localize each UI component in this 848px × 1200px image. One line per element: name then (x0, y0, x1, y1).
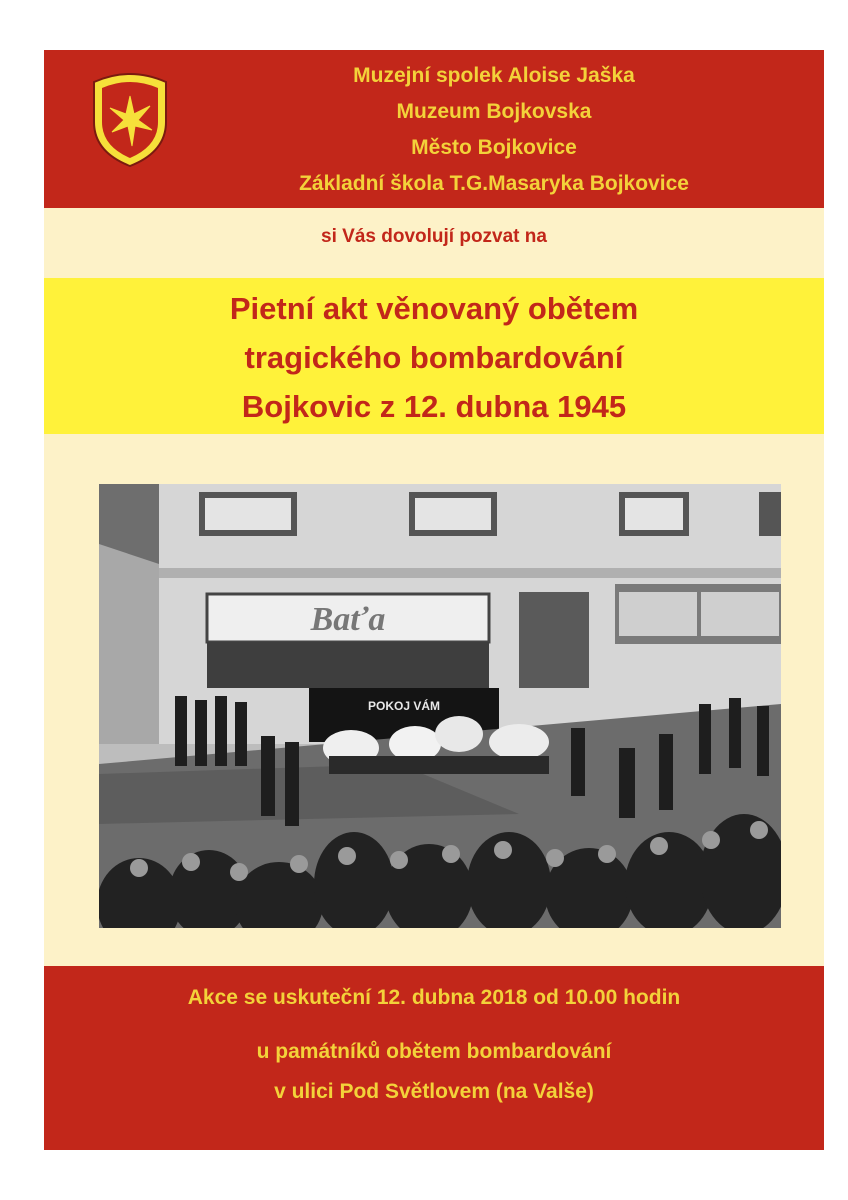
historical-photo (99, 484, 781, 928)
event-location-line-2: v ulici Pod Světlovem (na Valše) (274, 1080, 594, 1103)
headline-band (44, 278, 824, 434)
organizers-list (194, 58, 794, 202)
event-location-line-1: u památníků obětem bombardování (256, 1040, 612, 1063)
header-band (44, 50, 824, 208)
event-details-band (44, 966, 824, 1150)
invitation-poster (44, 50, 824, 1150)
event-headline (44, 284, 824, 431)
organizer-line: Základní škola T.G.Masaryka Bojkovice (299, 172, 689, 195)
headline-line: Bojkovic z 12. dubna 1945 (241, 389, 627, 424)
shop-sign-text: Baťa (310, 601, 386, 638)
organizer-line: Město Bojkovice (411, 136, 577, 159)
organizer-line: Muzeum Bojkovska (396, 100, 592, 123)
headline-line: tragického bombardování (244, 340, 624, 375)
event-date-time: Akce se uskuteční 12. dubna 2018 od 10.00 hodin (187, 986, 681, 1009)
coat-of-arms-icon (88, 68, 172, 168)
photo-illustration (99, 484, 781, 928)
invite-text: si Vás dovolují pozvat na (321, 226, 547, 247)
headline-line: Pietní akt věnovaný obětem (229, 291, 639, 326)
banner-text: POKOJ VÁM (367, 699, 441, 713)
organizer-line: Muzejní spolek Aloise Jaška (353, 64, 635, 87)
